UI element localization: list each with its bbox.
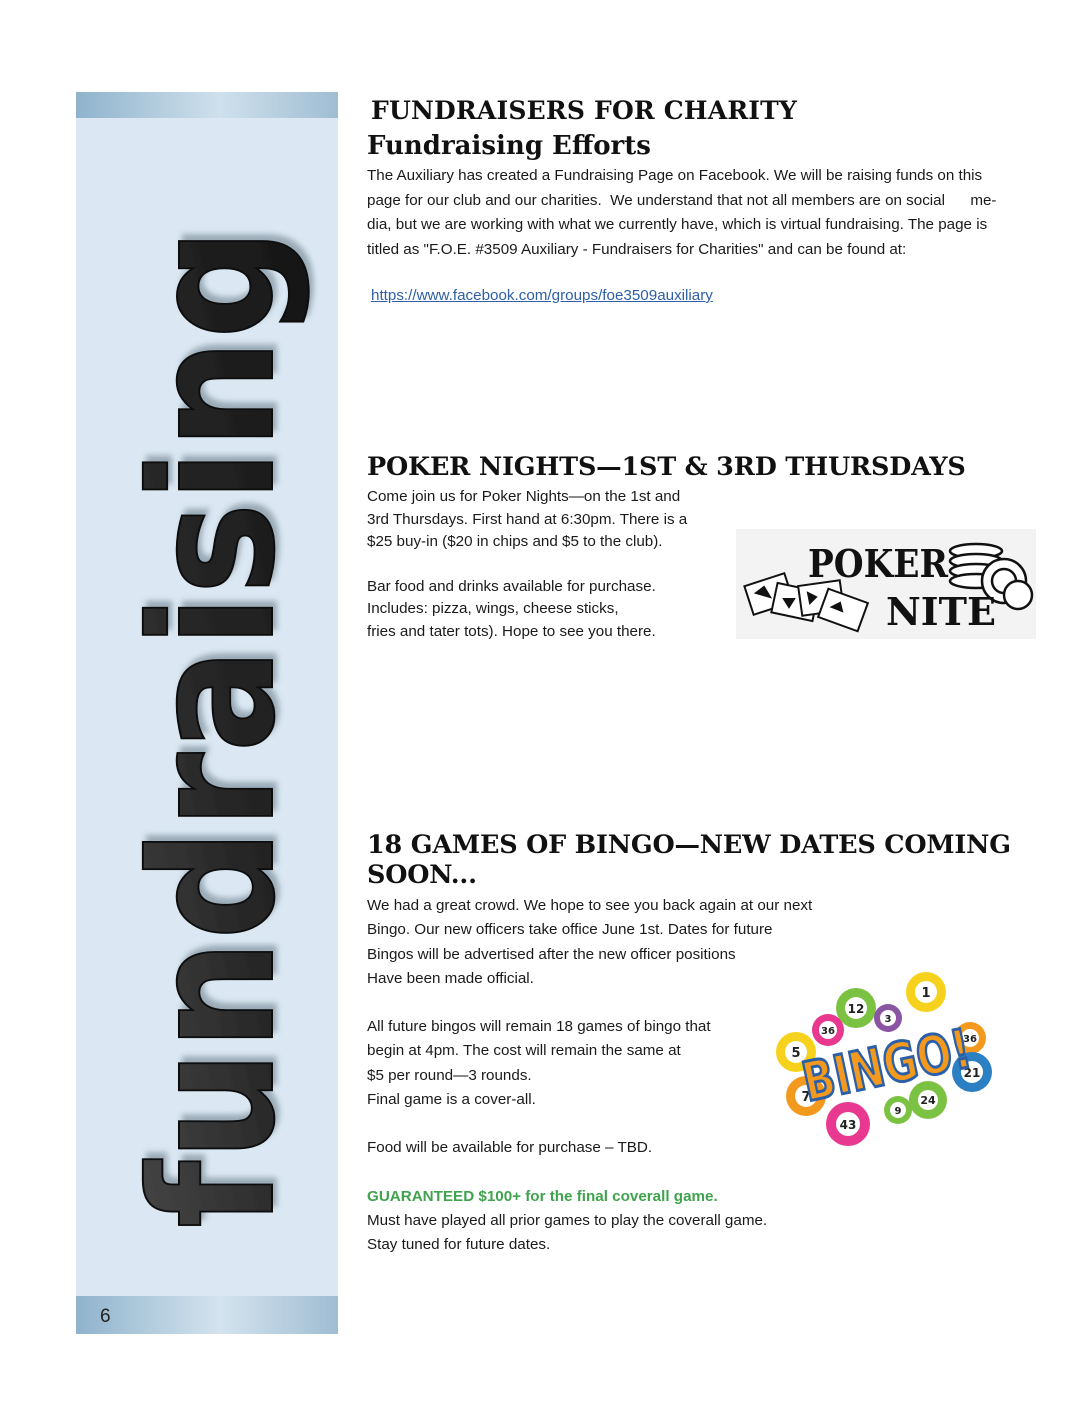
svg-text:43: 43 (839, 1118, 857, 1132)
poker-title: POKER NIGHTS—1ST & 3RD THURSDAYS (367, 452, 966, 482)
bingo-line: Final game is a cover-all. (367, 1091, 536, 1109)
bingo-line: All future bingos will remain 18 games of bingo that (367, 1018, 711, 1036)
bingo-ball (906, 972, 946, 1012)
bingo-line: begin at 4pm. The cost will remain the same at (367, 1042, 681, 1060)
bingo-word: BINGO! (797, 1006, 1002, 1114)
poker-line: Bar food and drinks available for purchase. (367, 577, 656, 595)
bingo-line: Bingo. Our new officers take office June 1st. Dates for future (367, 921, 773, 939)
paragraph-line: dia, but we are working with what we currently have, which is virtual fundraising. The page is (367, 216, 988, 233)
bingo-line: Stay tuned for future dates. (367, 1236, 551, 1254)
fundraising-paragraph (367, 164, 1062, 262)
paragraph-line: titled as "F.O.E. #3509 Auxiliary - Fundraisers for Charities" and can be found at: (367, 240, 907, 258)
bingo-title: 18 GAMES OF BINGO—NEW DATES COMING SOON... (367, 830, 1011, 890)
section-subtitle: Fundraising Efforts (367, 131, 651, 161)
svg-text:5: 5 (791, 1046, 801, 1061)
bingo-ball (874, 1004, 902, 1032)
page-number: 6 (100, 1306, 111, 1327)
poker-nite-logo (736, 529, 1036, 639)
poker-line: Come join us for Poker Nights—on the 1st and (367, 488, 681, 505)
poker-line: 3rd Thursdays. First hand at 6:30pm. There is a (367, 510, 688, 528)
poker-line: fries and tater tots). Hope to see you there. (367, 622, 656, 640)
svg-text:1: 1 (921, 986, 931, 1001)
svg-text:12: 12 (847, 1002, 865, 1016)
svg-text:21: 21 (963, 1066, 981, 1080)
bingo-ball (884, 1096, 912, 1124)
bingo-line: $5 per round—3 rounds. (367, 1066, 532, 1084)
poker-word: POKER (808, 541, 949, 586)
side-banner (76, 92, 338, 1334)
bingo-food-line: Food will be available for purchase – TBD. (367, 1139, 653, 1157)
poker-line: Includes: pizza, wings, cheese sticks, (367, 600, 619, 617)
bingo-line: Must have played all prior games to play the coverall game. (367, 1211, 768, 1229)
fundraising-vertical-text: fundraising (115, 131, 313, 1228)
fundraising-word-image (76, 118, 338, 1296)
poker-description (367, 486, 727, 643)
bingo-ball (812, 1014, 844, 1046)
bingo-guarantee: GUARANTEED $100+ for the final coverall game. (367, 1187, 718, 1205)
poker-line: $25 buy-in ($20 in chips and $5 to the club). (367, 533, 663, 550)
bingo-line: We had a great crowd. We hope to see you back again at our next (367, 897, 813, 914)
svg-text:7: 7 (801, 1090, 811, 1105)
svg-text:24: 24 (920, 1094, 936, 1107)
svg-text:36: 36 (821, 1026, 835, 1037)
svg-text:3: 3 (884, 1014, 892, 1025)
facebook-group-link[interactable]: https://www.facebook.com/groups/foe3509auxiliary (371, 287, 713, 304)
fundraising-section (367, 96, 1062, 305)
paragraph-line: The Auxiliary has created a Fundraising Page on Facebook. We will be raising funds on this (367, 167, 983, 184)
bingo-ball (836, 988, 876, 1028)
bingo-line: Have been made official. (367, 969, 534, 987)
page-title: FUNDRAISERS FOR CHARITY (371, 96, 798, 125)
bingo-logo (770, 966, 1002, 1150)
bingo-line: Bingos will be advertised after the new officer positions (367, 945, 736, 963)
svg-text:9: 9 (894, 1106, 902, 1117)
svg-text:36: 36 (963, 1034, 977, 1045)
nite-word: NITE (886, 589, 996, 634)
banner-bottom-band (76, 1296, 338, 1334)
paragraph-line: page for our club and our charities. We understand that not all members are on social me- (367, 191, 997, 209)
banner-top-band (76, 92, 338, 118)
